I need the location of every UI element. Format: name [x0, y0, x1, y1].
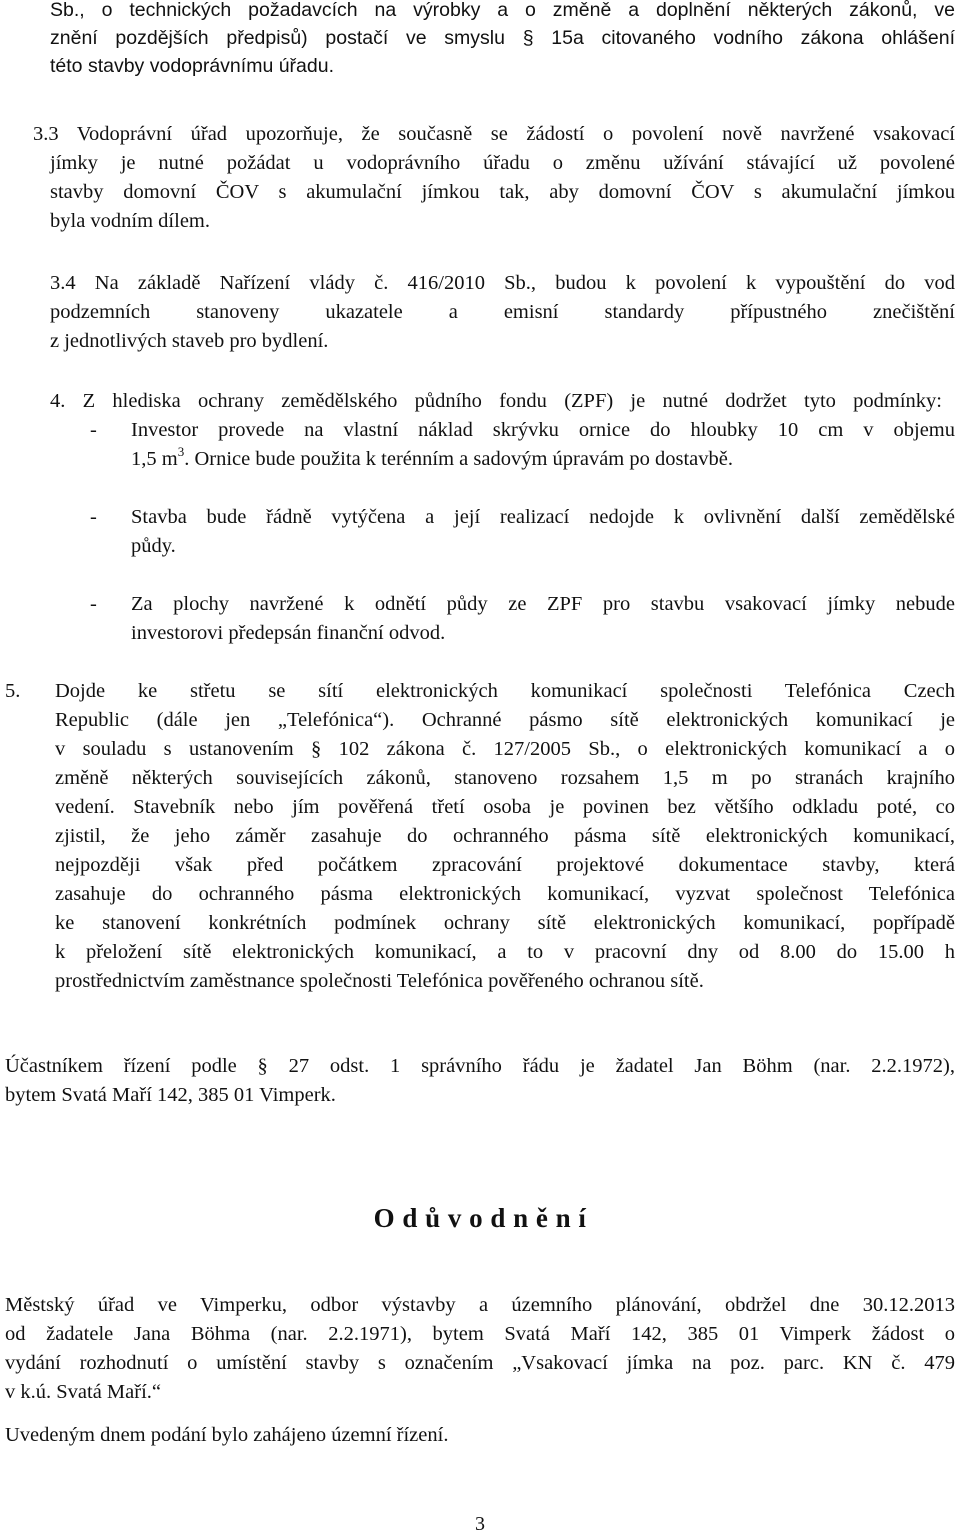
section-5-number: 5.	[5, 680, 21, 702]
text-line: této stavby vodoprávnímu úřadu.	[50, 55, 334, 77]
text-line: byla vodním dílem.	[50, 210, 210, 232]
section-4-intro: 4. Z hlediska ochrany zemědělského půdního fondu (ZPF) je nutné dodržet tyto podmínky:	[50, 390, 942, 412]
text-line: stavby domovní ČOV s akumulační jímkou tak, aby domovní ČOV s akumulační jímkou	[50, 181, 955, 203]
text-line: v souladu s ustanovením § 102 zákona č. 127/2005 Sb., o elektronických komunikací a o	[55, 738, 955, 760]
text-line: v k.ú. Svatá Maří.“	[5, 1381, 161, 1403]
text-line	[131, 445, 733, 474]
text-line: jímky je nutné požádat u vodoprávního úřadu o změnu užívání stávající už povolené	[50, 152, 955, 174]
text-line: Městský úřad ve Vimperku, odbor výstavby a územního plánování, obdržel dne 30.12.2013	[5, 1294, 955, 1316]
text-line: půdy.	[131, 535, 176, 557]
text-line: Uvedeným dnem podání bylo zahájeno územní řízení.	[5, 1424, 449, 1446]
text-line: znění pozdějších předpisů) postačí ve smyslu § 15a citovaného vodního zákona ohlášení	[50, 27, 955, 49]
list-dash: -	[90, 593, 97, 615]
text-line: Sb., o technických požadavcích na výrobky a o změně a doplnění některých zákonů, ve	[50, 0, 955, 21]
text-run: . Ornice bude použita k terénním a sadovým úpravám po dostavbě.	[184, 448, 733, 470]
text-line: k přeložení sítě elektronických komunikací, a to v pracovní dny od 8.00 do 15.00 h	[55, 941, 955, 963]
text-line: 3.4 Na základě Nařízení vlády č. 416/2010 Sb., budou k povolení k vypouštění do vod	[50, 272, 955, 294]
text-line: Dojde ke střetu se sítí elektronických komunikací společnosti Telefónica Czech	[55, 680, 955, 702]
page-number: 3	[475, 1513, 485, 1535]
text-line: ke stanovení konkrétních podmínek ochrany sítě elektronických komunikací, popřípadě	[55, 912, 955, 934]
text-line: 3.3 Vodoprávní úřad upozorňuje, že současně se žádostí o povolení nově navržené vsakovací	[33, 123, 955, 145]
text-line: Za plochy navržené k odnětí půdy ze ZPF pro stavbu vsakovací jímky nebude	[131, 593, 955, 615]
text-line: bytem Svatá Maří 142, 385 01 Vimperk.	[5, 1084, 336, 1106]
text-line: změně některých souvisejících zákonů, stanoveno rozsahem 1,5 m po stranách krajního	[55, 767, 955, 789]
text-line: Stavba bude řádně vytýčena a její realizací nedojde k ovlivnění další zemědělské	[131, 506, 955, 528]
list-dash: -	[90, 419, 97, 441]
text-line: z jednotlivých staveb pro bydlení.	[50, 330, 329, 352]
list-dash: -	[90, 506, 97, 528]
text-line: vedení. Stavebník nebo jím pověřená třetí osoba je povinen bez většího odkladu poté, co	[55, 796, 955, 818]
text-line: zjistil, že jeho záměr zasahuje do ochranného pásma sítě elektronických komunikací,	[55, 825, 955, 847]
text-line: Republic (dále jen „Telefónica“). Ochranné pásmo sítě elektronických komunikací je	[55, 709, 955, 731]
section-title: O d ů v o d n ě n í	[373, 1203, 587, 1233]
text-line: nejpozději však před počátkem zpracování projektové dokumentace stavby, která	[55, 854, 955, 876]
text-line: Investor provede na vlastní náklad skrývku ornice do hloubky 10 cm v objemu	[131, 419, 955, 441]
superscript: 3	[177, 444, 185, 459]
text-run: 1,5 m	[131, 448, 178, 470]
text-line: vydání rozhodnutí o umístění stavby s označením „Vsakovací jímka na poz. parc. KN č. 479	[5, 1352, 955, 1374]
text-line: zasahuje do ochranného pásma elektronických komunikací, vyzvat společnost Telefónica	[55, 883, 955, 905]
text-line: Účastníkem řízení podle § 27 odst. 1 správního řádu je žadatel Jan Böhm (nar. 2.2.1972),	[5, 1055, 955, 1077]
text-line: investorovi předepsán finanční odvod.	[131, 622, 446, 644]
text-line: podzemních stanoveny ukazatele a emisní standardy přípustného znečištění	[50, 301, 955, 323]
text-line: od žadatele Jana Böhma (nar. 2.2.1971), bytem Svatá Maří 142, 385 01 Vimperk žádost o	[5, 1323, 955, 1345]
text-line: prostřednictvím zaměstnance společnosti Telefónica pověřeného ochranou sítě.	[55, 970, 704, 992]
